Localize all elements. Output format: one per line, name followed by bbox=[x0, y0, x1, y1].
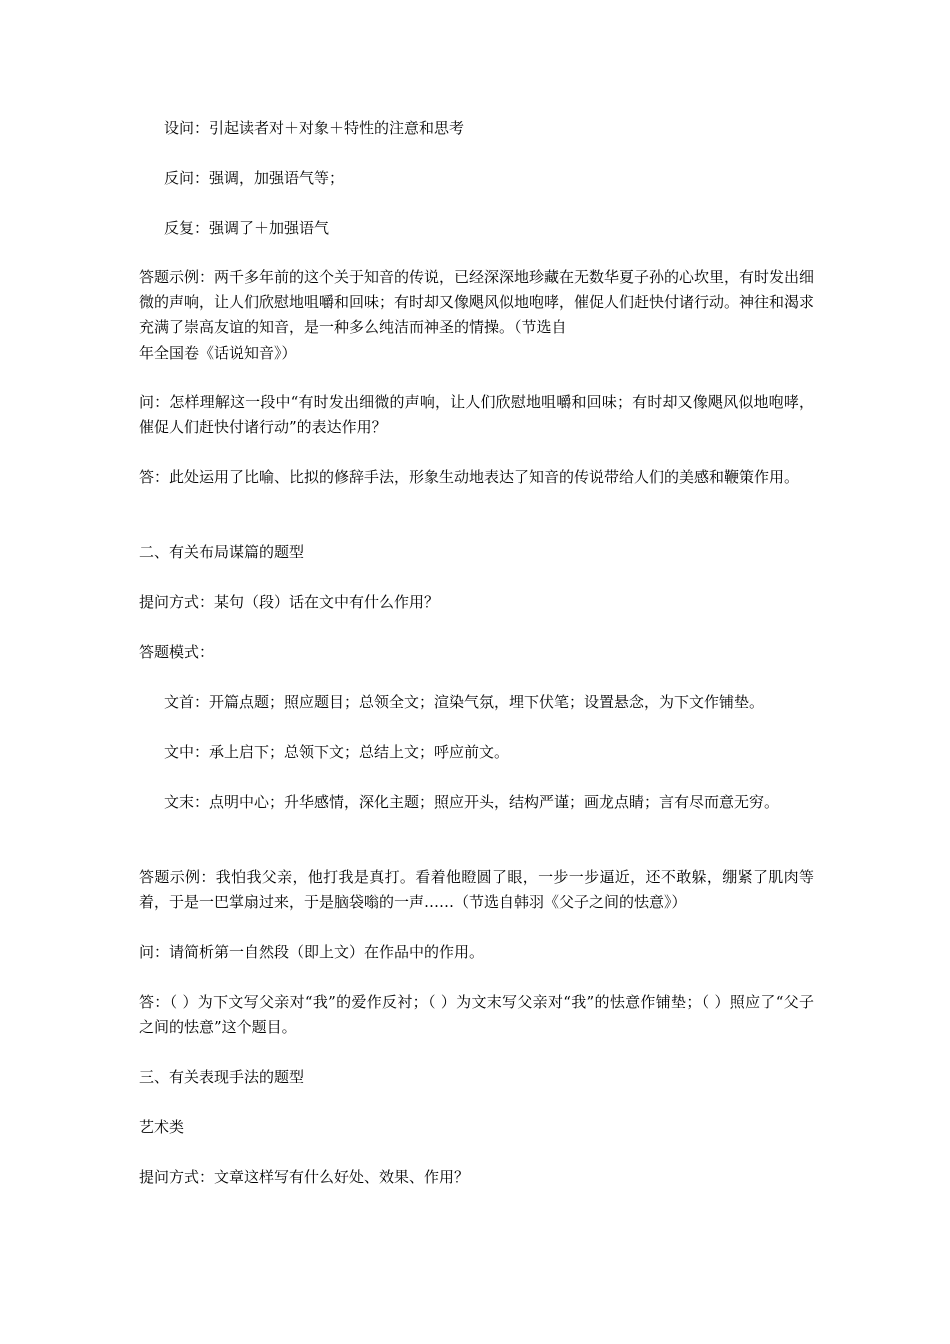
paragraph-answer-zhiyin: 答：此处运用了比喻、比拟的修辞手法，形象生动地表达了知音的传说带给人们的美感和鞭策作用。 bbox=[139, 468, 800, 486]
subheading-art: 艺术类 bbox=[139, 1118, 185, 1136]
paragraph-rhetorical-ask: 反问：强调，加强语气等； bbox=[164, 169, 345, 187]
paragraph-question-father: 问：请简析第一自然段（即上文）在作品中的作用。 bbox=[139, 943, 485, 961]
paragraph-repetition: 反复：强调了＋加强语气 bbox=[164, 219, 330, 237]
paragraph-example-zhiyin: 答题示例：两千多年前的这个关于知音的传说，已经深深地珍藏在无数华夏子孙的心坎里，有时发出细微的声响，让人们欣慰地咀嚼和回味；有时却又像飓风似地咆哮，催促人们赶快付诸行动。神往和渴求充满了崇高友谊的知音，是一种多么纯洁而神圣的情操。（节选自 bbox=[139, 268, 815, 336]
paragraph-question-zhiyin: 问：怎样理解这一段中“有时发出细微的声响，让人们欣慰地咀嚼和回味；有时却又像飓风似地咆哮，催促人们赶快付诸行动”的表达作用？ bbox=[139, 393, 814, 436]
paragraph-example-source: 年全国卷《话说知音》） bbox=[139, 344, 297, 362]
paragraph-rhetorical-question: 设问：引起读者对＋对象＋特性的注意和思考 bbox=[164, 119, 465, 137]
paragraph-ending: 文末：点明中心；升华感情，深化主题；照应开头，结构严谨；画龙点睛；言有尽而意无穷。 bbox=[164, 793, 780, 811]
section-heading-techniques: 三、有关表现手法的题型 bbox=[139, 1068, 305, 1086]
paragraph-beginning: 文首：开篇点题；照应题目；总领全文；渲染气氛，埋下伏笔；设置悬念，为下文作铺垫。 bbox=[164, 693, 765, 711]
section-heading-layout: 二、有关布局谋篇的题型 bbox=[139, 543, 305, 561]
paragraph-middle: 文中：承上启下；总领下文；总结上文；呼应前文。 bbox=[164, 743, 510, 761]
paragraph-answer-model: 答题模式： bbox=[139, 643, 215, 661]
paragraph-example-father: 答题示例：我怕我父亲，他打我是真打。看着他瞪圆了眼，一步一步逼近，还不敢躲，绷紧了肌肉等着，于是一巴掌扇过来，于是脑袋嗡的一声……（节选自韩羽《父子之间的怯意》） bbox=[139, 868, 814, 911]
paragraph-question-style: 提问方式：某句（段）话在文中有什么作用？ bbox=[139, 593, 440, 611]
paragraph-answer-father: 答：（ ）为下文写父亲对“我”的爱作反衬；（ ）为文末写父亲对“我”的怯意作铺垫；（ ）照应了“父子之间的怯意”这个题目。 bbox=[139, 993, 814, 1036]
paragraph-question-effect: 提问方式：文章这样写有什么好处、效果、作用？ bbox=[139, 1168, 470, 1186]
